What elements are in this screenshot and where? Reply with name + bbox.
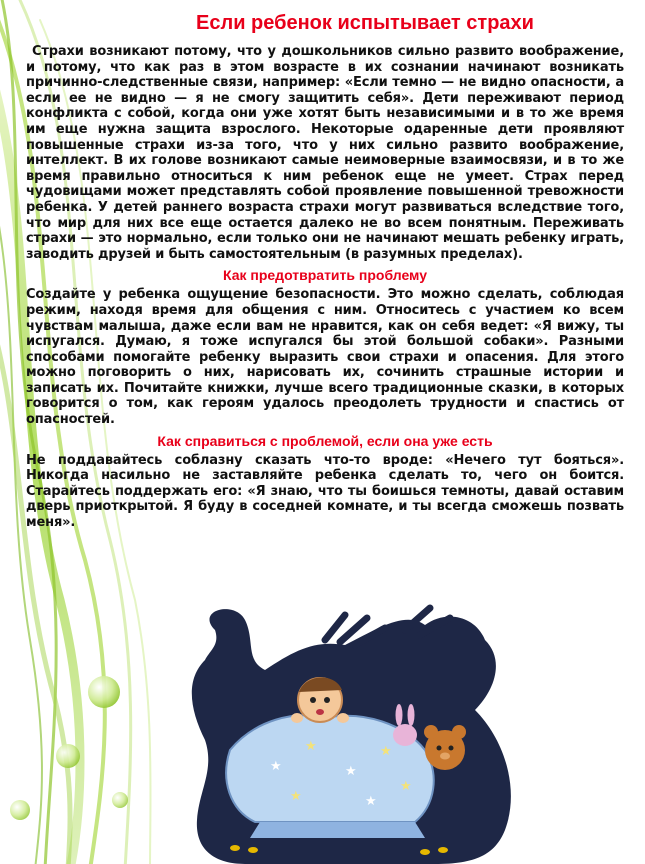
document-content	[26, 0, 624, 531]
svg-text:★: ★	[345, 764, 357, 779]
section-heading-cope: Как справиться с проблемой, если она уже есть	[157, 432, 493, 449]
svg-text:★: ★	[270, 759, 282, 774]
page-title: Если ребенок испытывает страхи	[196, 12, 534, 34]
svg-text:★: ★	[305, 739, 317, 754]
svg-text:★: ★	[290, 789, 302, 804]
svg-text:★: ★	[400, 779, 412, 794]
svg-text:★: ★	[380, 744, 392, 759]
teddy-bear	[424, 725, 466, 770]
intro-paragraph: Страхи возникают потому, что у дошкольников сильно развито воображение, и потому, что как раз в этом возрасте в их сознании начинают возникать причинно-следственные связи, например: «Если темно — не видно опасности, а если ее не видно — я не смогу защитить себя». Дети переживают период конфликта с собой, когда они уже хотят быть независимыми и в то же время им еще нужна защита взрослого. Некоторые одаренные дети проявляют повышенные страхи из-за того, что у них сильно развито воображение, интеллект. В их голове возникают самые неимоверные взаимосвязи, и в то же время правильно относиться к ним ребенок еще не умеет. Страх перед чудовищами может представлять собой проявление повышенной тревожности ребенка. У детей раннего возраста страхи могут развиваться вследствие того, что мир для них все еще остается далеко не во всем понятным. Переживать страхи — это нормально, если только они не начинают мешать ребенку играть, заводить друзей и быть самостоятельным (в разумных пределах).	[26, 44, 624, 262]
prevent-paragraph: Создайте у ребенка ощущение безопасности. Это можно сделать, соблюдая режим, находя время для общения с ним. Относитесь с участием ко всем чувствам малыша, даже если вам не нравится, как он себя ведет: «Я вижу, ты испугался. Думаю, я тоже испугался бы этой большой собаки». Разными способами помогайте ребенку выразить свои страхи и опасения. Для этого можно поговорить о них, нарисовать их, сочинить страшные истории и записать их. Почитайте книжки, лучше всего традиционные сказки, в которых говорится о том, как героям удалось преодолеть трудности и спастись от опасностей.	[26, 287, 624, 428]
child-in-bed-illustration	[175, 600, 525, 864]
cope-paragraph: Не поддавайтесь соблазну сказать что-то вроде: «Нечего тут бояться». Никогда насильно не заставляйте ребенка сделать то, чего он боится. Старайтесь поддержать его: «Я знаю, что ты боишься темноты, давай оставим дверь приоткрытой. Я буду в соседней комнате, и ты всегда сможешь позвать меня».	[26, 452, 624, 531]
section-heading-prevent: Как предотвратить проблему	[222, 267, 428, 284]
svg-text:★: ★	[365, 794, 377, 809]
